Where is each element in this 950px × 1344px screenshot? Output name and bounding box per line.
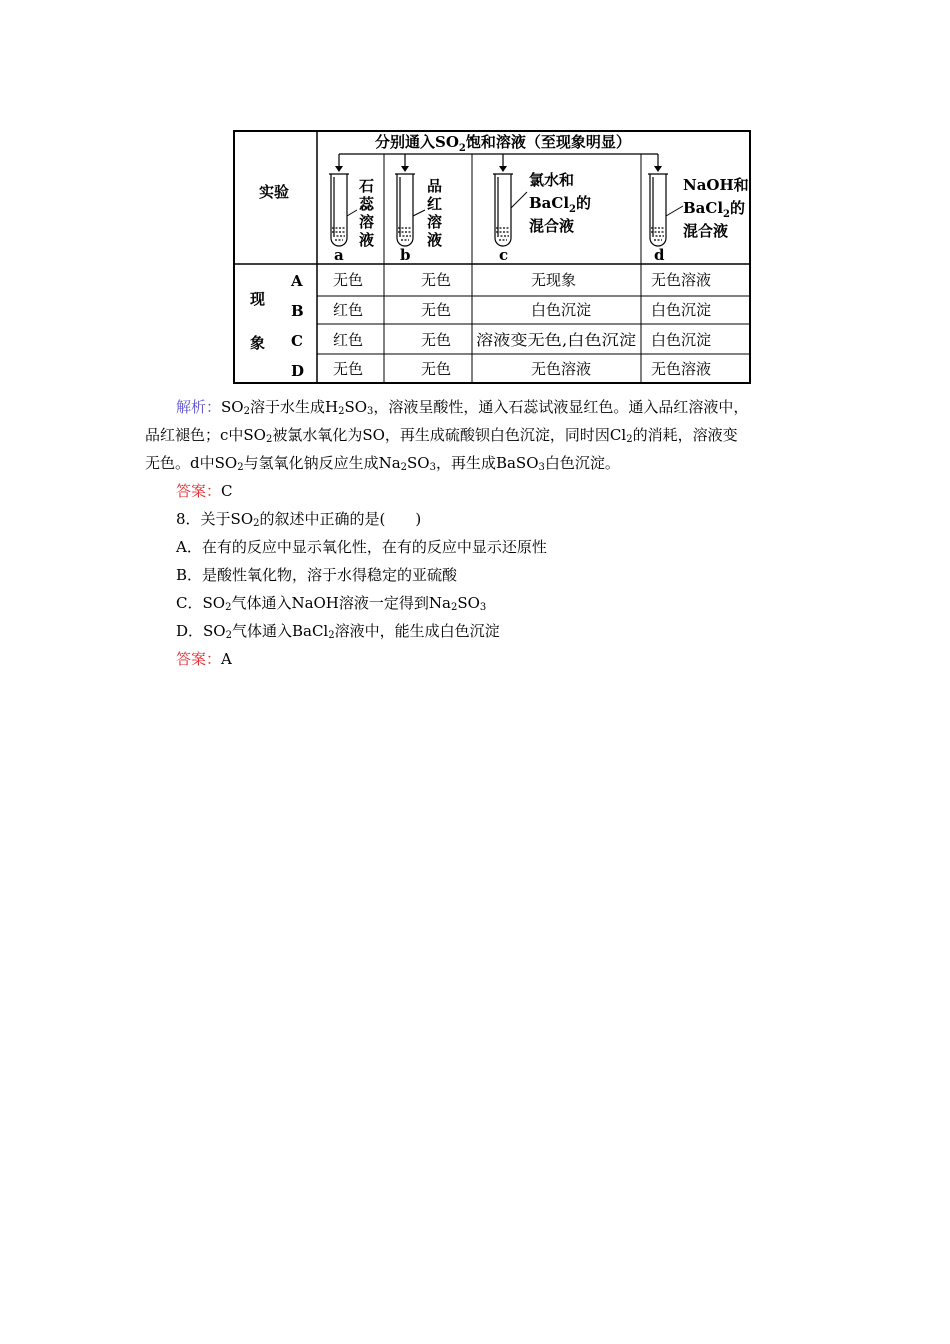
header-banner: 分别通入$SO_2$饱和溶液（至现象明显） [375,133,631,154]
svg-text:无色溶液: 无色溶液 [531,360,592,378]
tube-b-label: 品 [427,177,443,195]
option-c: C．$SO_2$气体通入NaOH溶液一定得到$Na_2SO_3$ [176,594,487,613]
svg-text:A: A [291,272,303,290]
experiment-label: 实验 [259,183,290,201]
option-row-c [291,331,711,350]
answer-label: 答案： [176,650,222,668]
tube-d-label: BaCl$_2$的 [683,199,746,220]
answer-line-1 [145,477,815,505]
svg-text:红色: 红色 [333,301,364,319]
answer-line-2 [145,645,815,673]
analysis-line-3: 无色。d中$SO_2$与氢氧化钠反应生成$Na_2SO_3$，再生成BaSO$_3$白色沉淀。 [145,454,620,473]
test-tube-icon [329,174,349,246]
tube-b-label: 液 [427,231,443,249]
svg-text:无色: 无色 [421,360,452,378]
option-row-b [291,301,711,320]
question-stem: 8．关于$SO_2$的叙述中正确的是( ) [176,510,422,529]
tube-b-label: 溶 [427,213,443,231]
test-tube-icon [648,174,668,246]
svg-text:红色: 红色 [333,331,364,349]
tube-b-letter: b [400,246,411,264]
test-tube-icon [493,174,513,246]
answer-value: C [221,482,233,500]
tube-a-label: 石 [359,177,375,195]
svg-text:无色溶液: 无色溶液 [651,271,712,289]
svg-text:无色: 无色 [333,360,364,378]
tube-a-label: 溶 [359,213,375,231]
tube-a-label: 蕊 [359,195,375,213]
svg-text:D: D [291,362,305,380]
svg-text:白色沉淀: 白色沉淀 [531,301,592,319]
tube-b-label: 红 [427,195,443,213]
answer-label: 答案： [176,482,222,500]
test-tube-icon [395,174,415,246]
svg-text:B: B [291,302,304,320]
option-row-a [290,271,711,290]
tube-c-label: BaCl$_2$的 [529,194,592,215]
option-a: A．在有的反应中显示氧化性，在有的反应中显示还原性 [176,538,547,556]
tube-d-label: NaOH和 [683,176,749,194]
svg-text:无现象: 无现象 [531,271,577,289]
svg-text:无色溶液: 无色溶液 [651,360,712,378]
phenomenon-label-2: 象 [250,334,266,352]
analysis-line-2: 品红褪色；c中$SO_2$被氯水氧化为SO，再生成硫酸钡白色沉淀，同时因$Cl_2$的消耗，溶液变 [145,426,738,445]
tube-a-label: 液 [359,231,375,249]
tube-c-letter: c [499,246,509,264]
svg-text:无色: 无色 [421,331,452,349]
option-b: B．是酸性氧化物，溶于水得稳定的亚硫酸 [176,566,458,584]
solution-text [145,393,815,673]
tube-d-label: 混合液 [683,222,729,240]
svg-text:C: C [291,332,303,350]
svg-text:无色: 无色 [421,301,452,319]
tube-c-label: 氯水和 [529,171,575,189]
analysis-label: 解析： [176,398,222,416]
svg-text:白色沉淀: 白色沉淀 [651,301,712,319]
answer-value: A [221,650,232,668]
svg-text:白色沉淀: 白色沉淀 [651,331,712,349]
experiment-table [233,130,751,384]
svg-text:无色: 无色 [333,271,364,289]
svg-text:溶液变无色,白色沉淀: 溶液变无色,白色沉淀 [476,331,636,349]
option-row-d [291,360,711,380]
tube-d-letter: d [654,246,665,264]
tube-c-label: 混合液 [529,217,575,235]
tube-a-letter: a [334,246,344,264]
analysis-line-1: 解析：$SO_2$溶于水生成$H_2SO_3$，溶液呈酸性，通入石蕊试液显红色。通入品红溶液中， [176,398,749,417]
phenomenon-label-1: 现 [250,290,266,308]
option-d: D．$SO_2$气体通入BaCl$_2$溶液中，能生成白色沉淀 [176,622,500,641]
svg-text:无色: 无色 [421,271,452,289]
